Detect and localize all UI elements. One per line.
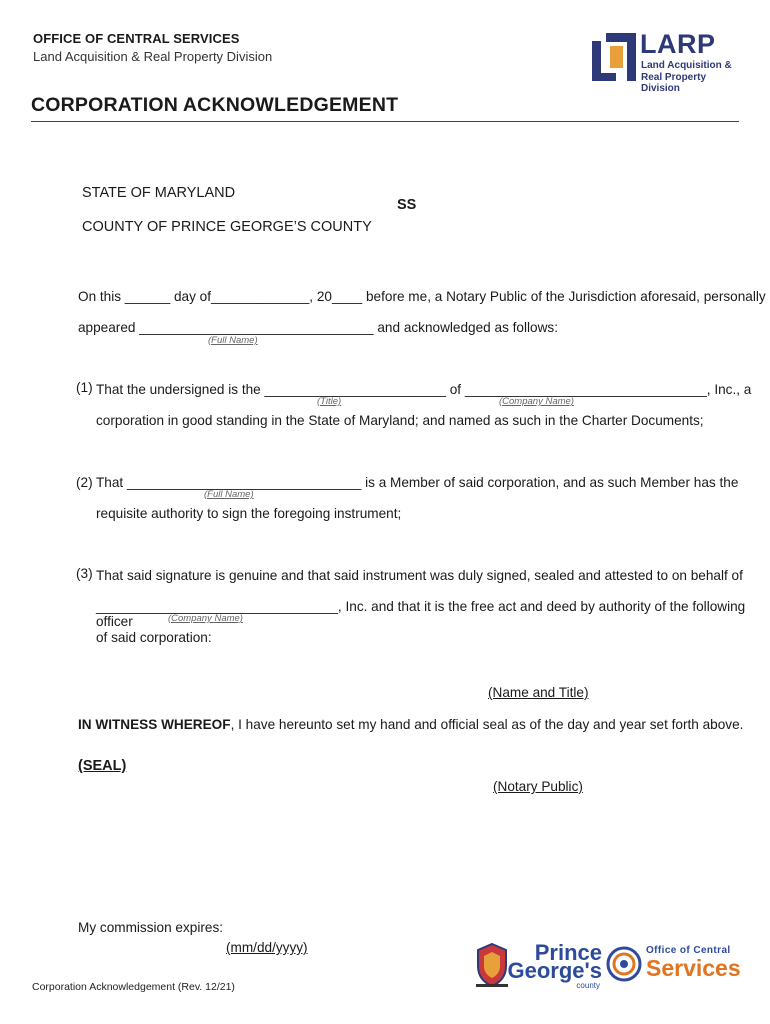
commission-label: My commission expires: [78, 920, 224, 935]
ss-label: SS [397, 197, 417, 213]
name-and-title-label: (Name and Title) [488, 685, 589, 700]
county-name-line2: George's [507, 958, 602, 983]
item1-line2: corporation in good standing in the State of Maryland; and named as such in the Charter Documents; [96, 413, 704, 428]
full-name-caption: (Full Name) [204, 489, 254, 500]
seal-label: (SEAL) [78, 758, 127, 774]
item3-line2: ________________________________, Inc. and that it is the free act and deed by authority of the following officer [96, 599, 746, 629]
intro-line1: On this ______ day of_____________, 20____ before me, a Notary Public of the Jurisdiction aforesaid, personally [78, 289, 766, 304]
county-seal-icon [472, 940, 512, 990]
item3-line1: That said signature is genuine and that said instrument was duly signed, sealed and attested to on behalf of [96, 568, 743, 583]
county-name-line3: county [576, 981, 600, 990]
ocs-logo-text [646, 945, 740, 985]
larp-line2: Real Property Division [641, 72, 707, 94]
office-name: OFFICE OF CENTRAL SERVICES [33, 31, 240, 46]
witness-line [78, 717, 743, 732]
state-line: STATE OF MARYLAND [82, 185, 236, 201]
item-number: (3) [76, 566, 93, 581]
county-name-line1: Prince [534, 940, 602, 965]
witness-rest: , I have hereunto set my hand and official seal as of the day and year set forth above. [230, 717, 744, 732]
item1-line1: That the undersigned is the ________________________ of ________________________________, Inc., a [96, 382, 752, 397]
page-title: CORPORATION ACKNOWLEDGEMENT [31, 94, 399, 116]
larp-acronym: LARP [640, 29, 716, 59]
footer-text: Corporation Acknowledgement (Rev. 12/21) [32, 981, 235, 993]
company-name-caption: (Company Name) [499, 396, 574, 407]
ocs-line1: Office of Central [646, 945, 731, 956]
county-line: COUNTY OF PRINCE GEORGE’S COUNTY [82, 219, 372, 235]
item-number: (1) [76, 380, 93, 395]
item2-line2: requisite authority to sign the foregoing instrument; [96, 506, 402, 521]
intro-line2: appeared _______________________________ and acknowledged as follows: [78, 320, 558, 335]
title-rule [31, 121, 739, 122]
witness-bold: IN WITNESS WHEREOF [78, 717, 231, 732]
ocs-swirl-icon [604, 944, 644, 984]
item3-line3: of said corporation: [96, 630, 212, 645]
item-number: (2) [76, 475, 93, 490]
full-name-caption: (Full Name) [208, 335, 258, 346]
larp-logo [588, 29, 740, 94]
date-format-label: (mm/dd/yyyy) [226, 940, 308, 955]
division-name: Land Acquisition & Real Property Division [33, 49, 273, 64]
larp-line1: Land Acquisition & [641, 60, 732, 71]
item2-line1: That _______________________________ is a Member of said corporation, and as such Member has the [96, 475, 739, 490]
company-name-caption: (Company Name) [168, 613, 243, 624]
larp-logo-mark-icon [588, 31, 640, 85]
ocs-line2: Services [646, 955, 741, 981]
title-caption: (Title) [317, 396, 342, 407]
prince-georges-county-logo [507, 940, 604, 990]
notary-public-label: (Notary Public) [493, 779, 583, 794]
